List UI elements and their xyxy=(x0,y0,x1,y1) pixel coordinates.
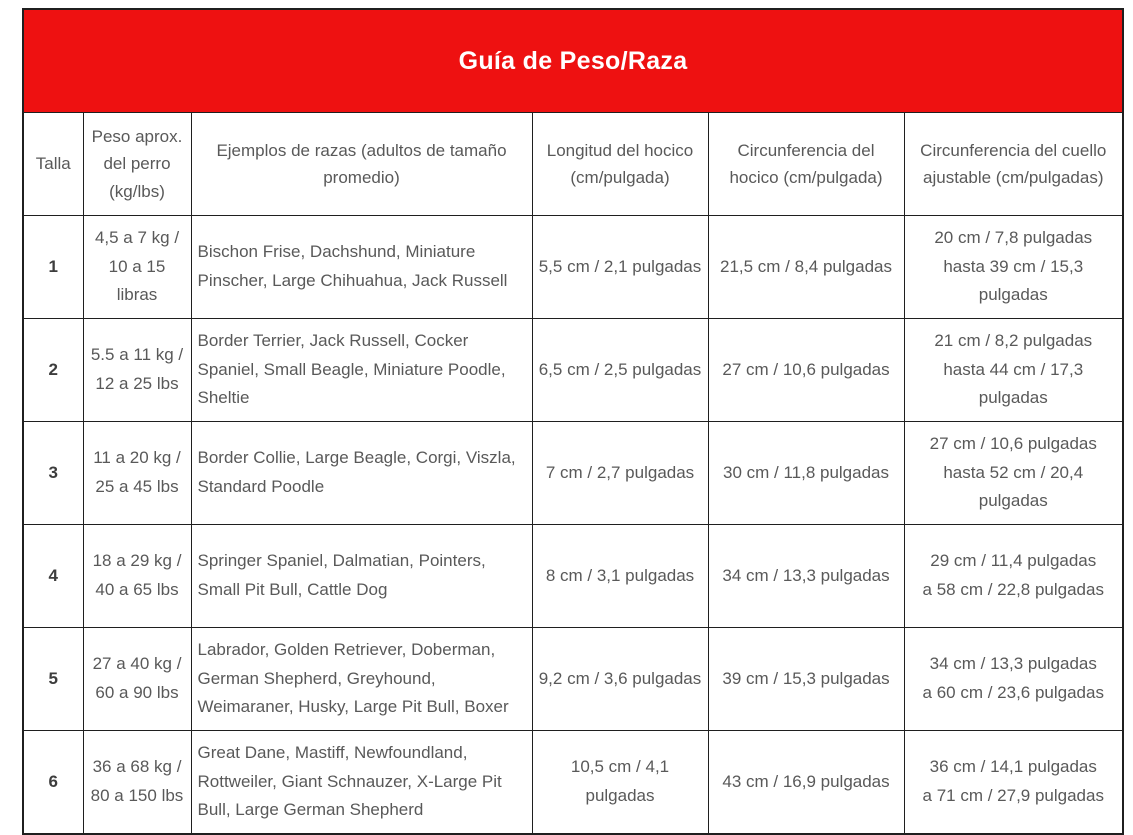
peso-cell xyxy=(83,525,191,628)
peso-lbs: 80 a 150 lbs xyxy=(90,786,184,805)
table-row-size-5 xyxy=(23,628,1123,731)
peso-cell xyxy=(83,319,191,422)
razas-cell: Border Collie, Large Beagle, Corgi, Viszla, Standard Poodle xyxy=(191,422,532,525)
col-header-talla: Talla xyxy=(23,113,83,216)
peso-lbs: 10 a 15 libras xyxy=(108,256,166,305)
peso-lbs: 12 a 25 lbs xyxy=(95,374,179,393)
talla-cell: 5 xyxy=(23,628,83,731)
cuello-max: a 60 cm / 23,6 pulgadas xyxy=(922,683,1104,702)
peso-cell xyxy=(83,422,191,525)
title-row xyxy=(23,9,1123,113)
talla-cell: 4 xyxy=(23,525,83,628)
longitud-hocico-cell: 9,2 cm / 3,6 pulgadas xyxy=(532,628,708,731)
peso-lbs: 25 a 45 lbs xyxy=(95,477,179,496)
circunferencia-hocico-cell: 43 cm / 16,9 pulgadas xyxy=(708,731,904,835)
longitud-hocico-cell: 6,5 cm / 2,5 pulgadas xyxy=(532,319,708,422)
page-title: Guía de Peso/Raza xyxy=(23,9,1123,113)
circunferencia-hocico-cell: 39 cm / 15,3 pulgadas xyxy=(708,628,904,731)
peso-lbs: 60 a 90 lbs xyxy=(95,683,179,702)
peso-cell xyxy=(83,628,191,731)
peso-lbs: 40 a 65 lbs xyxy=(95,580,179,599)
cuello-min: 27 cm / 10,6 pulgadas xyxy=(929,433,1097,453)
header-row xyxy=(23,113,1123,216)
peso-kg: 27 a 40 kg / xyxy=(92,654,182,674)
peso-kg: 18 a 29 kg / xyxy=(92,551,182,571)
circunferencia-hocico-cell: 30 cm / 11,8 pulgadas xyxy=(708,422,904,525)
cuello-max: hasta 52 cm / 20,4 pulgadas xyxy=(943,462,1084,511)
peso-cell xyxy=(83,216,191,319)
longitud-hocico-cell: 5,5 cm / 2,1 pulgadas xyxy=(532,216,708,319)
cuello-min: 29 cm / 11,4 pulgadas xyxy=(930,551,1097,571)
talla-cell: 1 xyxy=(23,216,83,319)
col-header-circunferencia-hocico: Circunferencia del hocico (cm/pulgada) xyxy=(708,113,904,216)
circunferencia-cuello-cell xyxy=(904,525,1123,628)
circunferencia-cuello-cell xyxy=(904,628,1123,731)
table-row-size-3 xyxy=(23,422,1123,525)
cuello-max: a 58 cm / 22,8 pulgadas xyxy=(922,580,1104,599)
circunferencia-cuello-cell xyxy=(904,731,1123,835)
talla-cell: 3 xyxy=(23,422,83,525)
table-row-size-6 xyxy=(23,731,1123,835)
peso-cell xyxy=(83,731,191,835)
table-row-size-2 xyxy=(23,319,1123,422)
cuello-min: 20 cm / 7,8 pulgadas xyxy=(934,227,1093,247)
longitud-hocico-cell: 7 cm / 2,7 pulgadas xyxy=(532,422,708,525)
table-row-size-4 xyxy=(23,525,1123,628)
circunferencia-cuello-cell xyxy=(904,319,1123,422)
talla-cell: 6 xyxy=(23,731,83,835)
circunferencia-cuello-cell xyxy=(904,216,1123,319)
circunferencia-hocico-cell: 34 cm / 13,3 pulgadas xyxy=(708,525,904,628)
col-header-razas: Ejemplos de razas (adultos de tamaño promedio) xyxy=(191,113,532,216)
talla-cell: 2 xyxy=(23,319,83,422)
table-row-size-1 xyxy=(23,216,1123,319)
peso-kg: 36 a 68 kg / xyxy=(92,757,182,777)
cuello-max: hasta 39 cm / 15,3 pulgadas xyxy=(943,256,1084,305)
size-guide-table xyxy=(22,8,1124,835)
circunferencia-hocico-cell: 21,5 cm / 8,4 pulgadas xyxy=(708,216,904,319)
col-header-circunferencia-cuello: Circunferencia del cuello ajustable (cm/pulgadas) xyxy=(904,113,1123,216)
cuello-min: 21 cm / 8,2 pulgadas xyxy=(934,330,1093,350)
cuello-max: hasta 44 cm / 17,3 pulgadas xyxy=(943,359,1084,408)
razas-cell: Labrador, Golden Retriever, Doberman, German Shepherd, Greyhound, Weimaraner, Husky, Large Pit Bull, Boxer xyxy=(191,628,532,731)
longitud-hocico-cell: 10,5 cm / 4,1 pulgadas xyxy=(532,731,708,835)
col-header-longitud-hocico: Longitud del hocico (cm/pulgada) xyxy=(532,113,708,216)
col-header-peso: Peso aprox. del perro (kg/lbs) xyxy=(83,113,191,216)
peso-kg: 11 a 20 kg / xyxy=(93,448,181,468)
razas-cell: Great Dane, Mastiff, Newfoundland, Rottweiler, Giant Schnauzer, X-Large Pit Bull, Large German Shepherd xyxy=(191,731,532,835)
cuello-min: 36 cm / 14,1 pulgadas xyxy=(929,757,1097,777)
circunferencia-cuello-cell xyxy=(904,422,1123,525)
razas-cell: Bischon Frise, Dachshund, Miniature Pinscher, Large Chihuahua, Jack Russell xyxy=(191,216,532,319)
circunferencia-hocico-cell: 27 cm / 10,6 pulgadas xyxy=(708,319,904,422)
cuello-min: 34 cm / 13,3 pulgadas xyxy=(929,654,1097,674)
peso-kg: 4,5 a 7 kg / xyxy=(94,227,180,247)
razas-cell: Border Terrier, Jack Russell, Cocker Spaniel, Small Beagle, Miniature Poodle, Sheltie xyxy=(191,319,532,422)
longitud-hocico-cell: 8 cm / 3,1 pulgadas xyxy=(532,525,708,628)
cuello-max: a 71 cm / 27,9 pulgadas xyxy=(922,786,1104,805)
razas-cell: Springer Spaniel, Dalmatian, Pointers, Small Pit Bull, Cattle Dog xyxy=(191,525,532,628)
peso-kg: 5.5 a 11 kg / xyxy=(90,345,184,365)
